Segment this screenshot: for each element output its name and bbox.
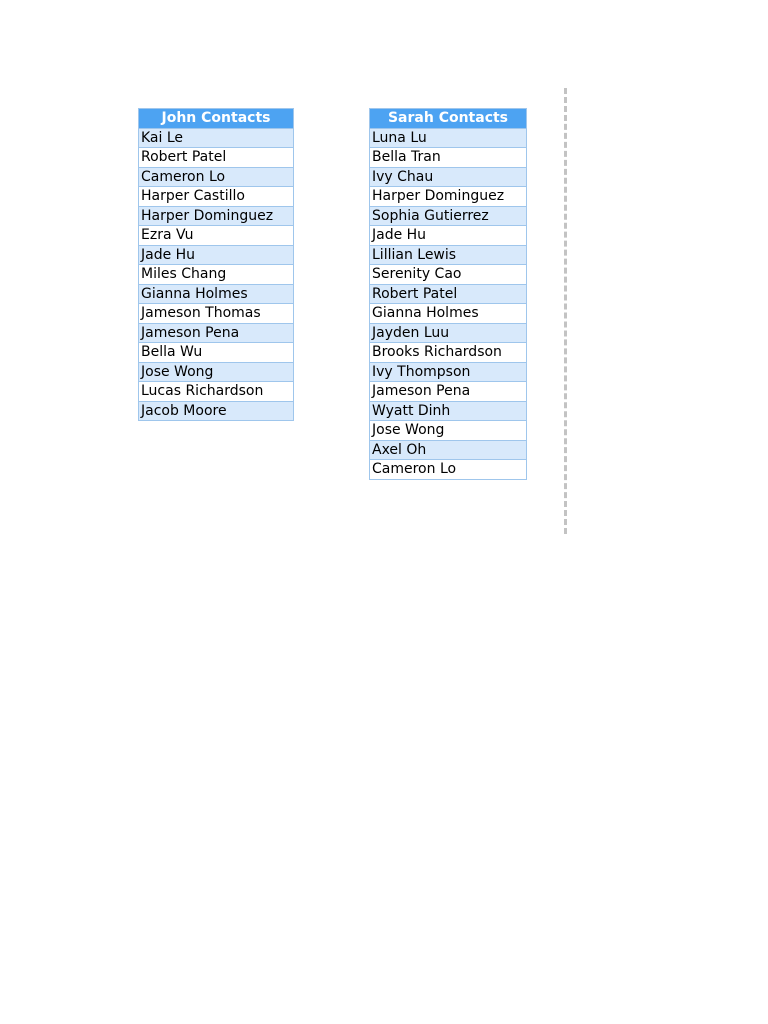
john-contacts-header-row: [139, 109, 294, 129]
sarah-contact-cell[interactable]: Sophia Gutierrez: [370, 206, 527, 226]
table-row: [139, 206, 294, 226]
table-row: [139, 245, 294, 265]
table-row: [139, 187, 294, 207]
sarah-contacts-table: [369, 108, 527, 480]
john-contacts-header[interactable]: John Contacts: [139, 109, 294, 129]
table-row: [370, 343, 527, 363]
sarah-contact-cell[interactable]: Jayden Luu: [370, 323, 527, 343]
table-row: [370, 245, 527, 265]
table-row: [139, 226, 294, 246]
john-contact-cell[interactable]: Jameson Thomas: [139, 304, 294, 324]
sarah-contact-cell[interactable]: Jose Wong: [370, 421, 527, 441]
sarah-contact-cell[interactable]: Wyatt Dinh: [370, 401, 527, 421]
john-contact-cell[interactable]: Robert Patel: [139, 148, 294, 168]
table-row: [370, 187, 527, 207]
john-contact-cell[interactable]: Harper Castillo: [139, 187, 294, 207]
table-row: [370, 440, 527, 460]
table-row: [370, 323, 527, 343]
sarah-contacts-header[interactable]: Sarah Contacts: [370, 109, 527, 129]
sarah-contact-cell[interactable]: Cameron Lo: [370, 460, 527, 480]
john-contact-cell[interactable]: Miles Chang: [139, 265, 294, 285]
table-row: [370, 401, 527, 421]
table-row: [370, 265, 527, 285]
table-row: [139, 167, 294, 187]
table-row: [139, 343, 294, 363]
john-contact-cell[interactable]: Harper Dominguez: [139, 206, 294, 226]
table-row: [370, 148, 527, 168]
john-contact-cell[interactable]: Jacob Moore: [139, 401, 294, 421]
john-contacts-table: [138, 108, 294, 421]
table-row: [370, 421, 527, 441]
john-contact-cell[interactable]: Lucas Richardson: [139, 382, 294, 402]
table-row: [139, 382, 294, 402]
sarah-contact-cell[interactable]: Axel Oh: [370, 440, 527, 460]
table-row: [370, 284, 527, 304]
table-row: [139, 362, 294, 382]
john-contact-cell[interactable]: Gianna Holmes: [139, 284, 294, 304]
john-contact-cell[interactable]: Jade Hu: [139, 245, 294, 265]
john-contact-cell[interactable]: Kai Le: [139, 128, 294, 148]
sarah-contact-cell[interactable]: Jameson Pena: [370, 382, 527, 402]
sarah-contact-cell[interactable]: Brooks Richardson: [370, 343, 527, 363]
table-row: [139, 265, 294, 285]
table-row: [370, 206, 527, 226]
table-row: [139, 323, 294, 343]
table-row: [370, 226, 527, 246]
table-row: [139, 284, 294, 304]
sarah-contact-cell[interactable]: Luna Lu: [370, 128, 527, 148]
john-contact-cell[interactable]: Jose Wong: [139, 362, 294, 382]
sarah-contact-cell[interactable]: Serenity Cao: [370, 265, 527, 285]
john-contacts-body: [139, 128, 294, 421]
sarah-contact-cell[interactable]: Ivy Thompson: [370, 362, 527, 382]
table-row: [139, 148, 294, 168]
sarah-contacts-header-row: [370, 109, 527, 129]
sarah-contact-cell[interactable]: Lillian Lewis: [370, 245, 527, 265]
john-contact-cell[interactable]: Jameson Pena: [139, 323, 294, 343]
table-row: [370, 167, 527, 187]
sarah-contact-cell[interactable]: Bella Tran: [370, 148, 527, 168]
sarah-contact-cell[interactable]: Ivy Chau: [370, 167, 527, 187]
table-row: [370, 304, 527, 324]
john-contact-cell[interactable]: Cameron Lo: [139, 167, 294, 187]
table-row: [370, 460, 527, 480]
table-row: [139, 304, 294, 324]
table-row: [370, 128, 527, 148]
sarah-contact-cell[interactable]: Jade Hu: [370, 226, 527, 246]
table-row: [370, 362, 527, 382]
page-break-line: [564, 88, 567, 534]
table-row: [139, 401, 294, 421]
sarah-contact-cell[interactable]: Gianna Holmes: [370, 304, 527, 324]
sarah-contacts-body: [370, 128, 527, 479]
sarah-contact-cell[interactable]: Robert Patel: [370, 284, 527, 304]
john-contact-cell[interactable]: Ezra Vu: [139, 226, 294, 246]
table-row: [370, 382, 527, 402]
table-row: [139, 128, 294, 148]
john-contact-cell[interactable]: Bella Wu: [139, 343, 294, 363]
sarah-contact-cell[interactable]: Harper Dominguez: [370, 187, 527, 207]
